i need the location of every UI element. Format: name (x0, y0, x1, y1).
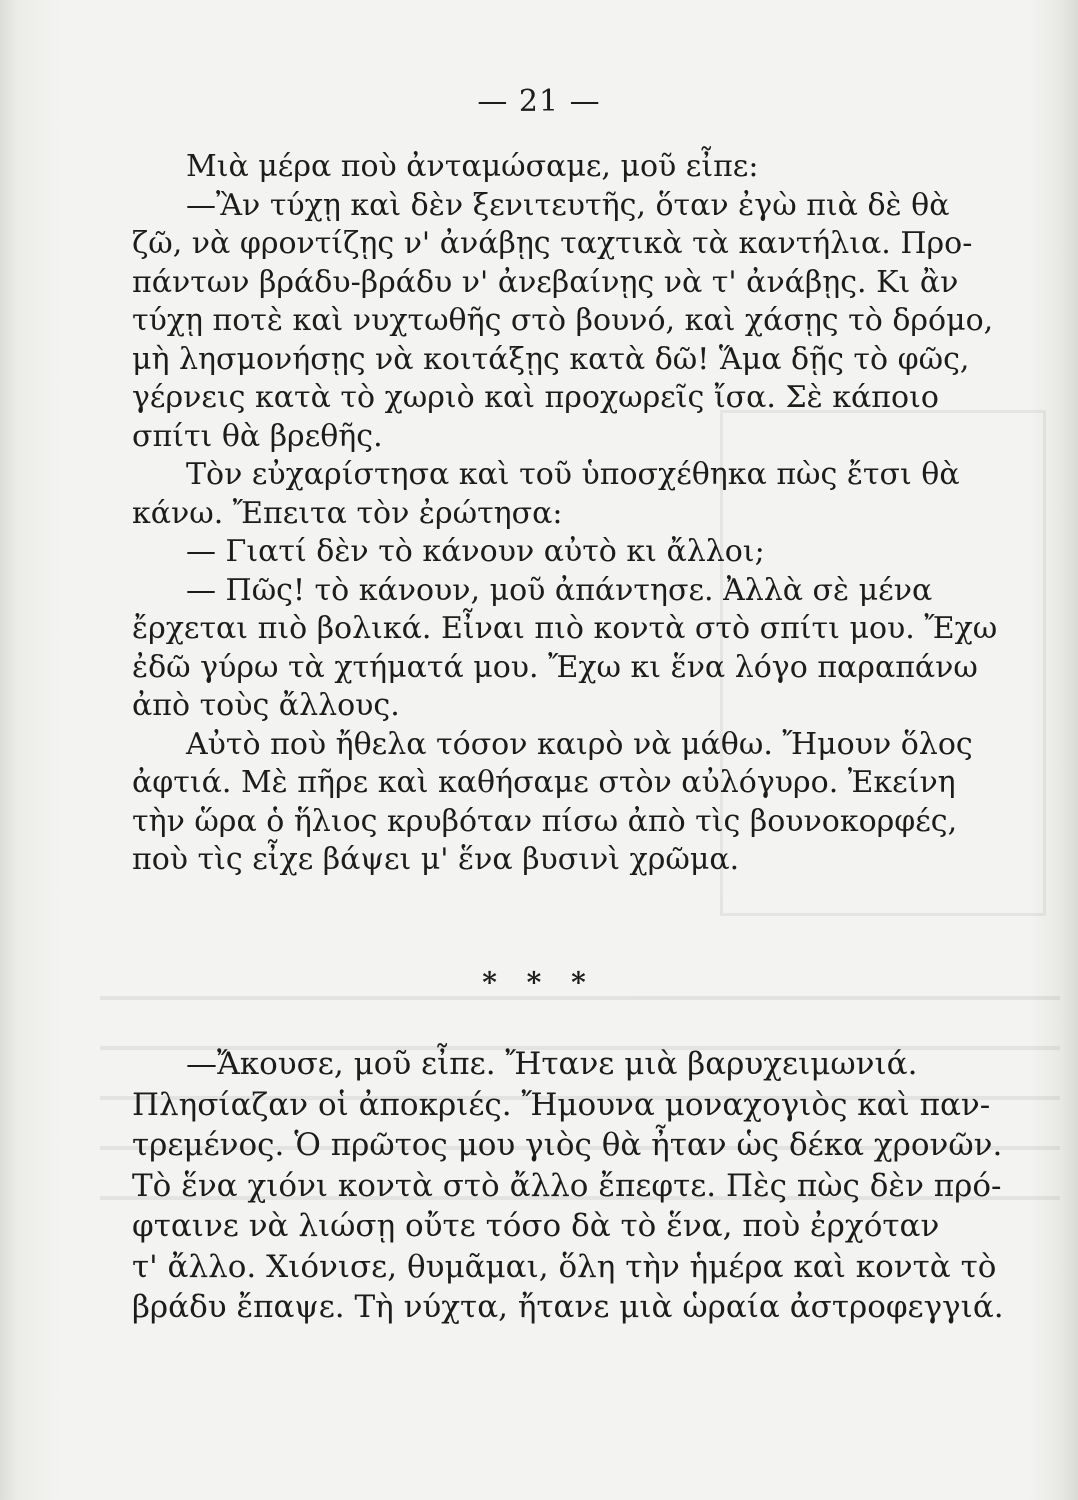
text-line: τ' ἄλλο. Χιόνισε, θυμᾶμαι, ὅλη τὴν ἡμέρα καὶ κοντὰ τὸ (132, 1248, 997, 1285)
text-line: Πλησίαζαν οἱ ἀποκριές. Ἤμουνα μοναχογιὸς καὶ παν- (132, 1086, 991, 1123)
text-line: Τὸν εὐχαρίστησα καὶ τοῦ ὑποσχέθηκα πὼς ἔτσι θὰ (186, 457, 960, 492)
text-line: πάντων βράδυ-βράδυ ν' ἀνεβαίνῃς νὰ τ' ἀνάβῃς. Κι ἂν (132, 264, 959, 300)
text-line: φταινε νὰ λιώσῃ οὔτε τόσο δὰ τὸ ἕνα, ποὺ ἐρχόταν (132, 1208, 940, 1244)
text-line: Τὸ ἕνα χιόνι κοντὰ στὸ ἄλλο ἔπεφτε. Πὲς πὼς δὲν πρό- (132, 1167, 1002, 1204)
text-line: ποὺ τὶς εἶχε βάψει μ' ἕνα βυσινὶ χρῶμα. (132, 842, 740, 877)
text-line: τὴν ὥρα ὁ ἥλιος κρυβόταν πίσω ἀπὸ τὶς βουνοκορφές, (132, 803, 958, 839)
text-line: —Ἂν τύχῃ καὶ δὲν ξενιτευτῆς, ὅταν ἐγὼ πιὰ δὲ θὰ (186, 187, 950, 223)
text-line: τύχῃ ποτὲ καὶ νυχτωθῆς στὸ βουνό, καὶ χάσῃς τὸ δρόμο, (132, 303, 994, 338)
text-line: — Γιατί δὲν τὸ κάνουν αὐτὸ κι ἄλλοι; (186, 534, 765, 569)
text-line: βράδυ ἔπαψε. Τὴ νύχτα, ἤτανε μιὰ ὡραία ἀστροφεγγιά. (132, 1289, 1004, 1325)
text-line: τρεμένος. Ὁ πρῶτος μου γιὸς θὰ ἦταν ὡς δέκα χρονῶν. (132, 1127, 1003, 1163)
body-text-top (132, 148, 998, 880)
body-text-bottom (132, 1044, 1004, 1328)
page-number: — 21 — (477, 84, 601, 119)
text-line: κάνω. Ἔπειτα τὸν ἐρώτησα: (132, 495, 563, 531)
text-line: ἐδῶ γύρω τὰ χτήματά μου. Ἔχω κι ἕνα λόγο παραπάνω (132, 649, 978, 685)
text-line: Μιὰ μέρα ποὺ ἀνταμώσαμε, μοῦ εἶπε: (186, 149, 759, 184)
section-separator: * * * (482, 966, 596, 999)
text-line: γέρνεις κατὰ τὸ χωριὸ καὶ προχωρεῖς ἴσα. Σὲ κάποιο (132, 380, 939, 415)
text-line: μὴ λησμονήσῃς νὰ κοιτάξῃς κατὰ δῶ! Ἅμα δῇς τὸ φῶς, (132, 341, 970, 377)
text-line: —Ἄκουσε, μοῦ εἶπε. Ἤτανε μιὰ βαρυχειμωνιά. (186, 1046, 918, 1082)
text-line: ἀπὸ τοὺς ἄλλους. (132, 688, 400, 723)
text-line: Αὐτὸ ποὺ ἤθελα τόσον καιρὸ νὰ μάθω. Ἤμουν ὅλος (186, 726, 973, 762)
text-line: — Πῶς! τὸ κάνουν, μοῦ ἀπάντησε. Ἀλλὰ σὲ μένα (186, 572, 933, 608)
text-line: ἀφτιά. Μὲ πῆρε καὶ καθήσαμε στὸν αὐλόγυρο. Ἐκείνη (132, 765, 956, 800)
text-line: σπίτι θὰ βρεθῆς. (132, 418, 383, 454)
text-line: ζῶ, νὰ φροντίζῃς ν' ἀνάβῃς ταχτικὰ τὰ καντήλια. Προ- (132, 226, 973, 261)
text-line: ἔρχεται πιὸ βολικά. Εἶναι πιὸ κοντὰ στὸ σπίτι μου. Ἔχω (132, 611, 998, 646)
